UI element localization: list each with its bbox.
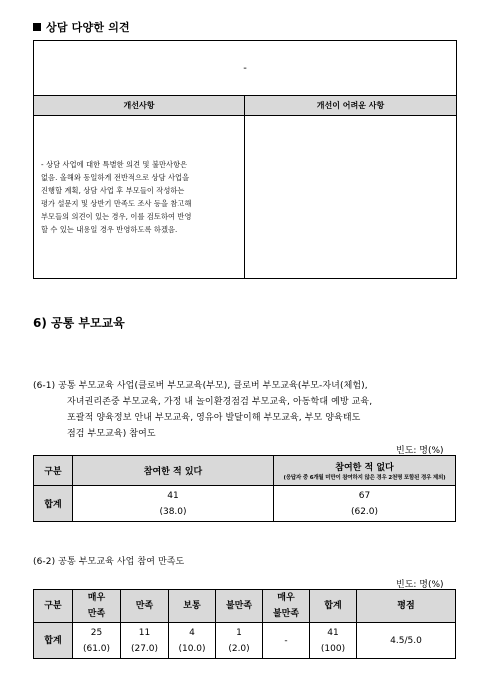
t1-participated-header: 참여한 적 있다 [73,456,274,486]
satisfaction-table [33,589,456,659]
improve-cell [34,116,245,279]
t2-satisfied-header: 만족 [121,590,169,623]
t1-gubun-header: 구분 [34,456,73,486]
t2-gubun-header: 구분 [34,590,73,623]
t2-unsatisfied-value: 1 (2.0) [216,623,263,659]
difficult-cell [245,116,457,279]
section-6-title: 6) 공통 부모교육 [33,316,125,330]
consult-opinion-table [33,40,457,279]
opinion-cell: - [34,41,457,96]
t2-total-value: 41 (100) [310,623,357,659]
t2-very-satisfied-value: 25 (61.0) [73,623,121,659]
t2-normal-header: 보통 [169,590,216,623]
question-6-2: (6-2) 공통 부모교육 사업 참여 만족도 [33,557,185,567]
t2-average-header: 평점 [357,590,456,623]
t2-very-satisfied-header: 매우 만족 [73,590,121,623]
t2-average-value: 4.5/5.0 [357,623,456,659]
freq-label-6-2: 빈도: 명(%) [396,580,444,590]
t2-normal-value: 4 (10.0) [169,623,216,659]
square-bullet-icon [33,23,41,31]
consult-section-title: 상담 다양한 의견 [33,19,130,35]
question-6-1: (6-1) 공통 부모교육 사업(클로버 부모교육(부모), 클로버 부모교육(부모-자녀(체험), 자녀권리존중 부모교육, 가정 내 놀이환경점검 부모교육, 아동학대 예방 교육, 포괄적 양육정보 안내 부모교육, 영유아 발달이해 부모교육, 부모 양육태도 점검 부모교육) 참여도 [33,381,373,439]
t1-not-participated-value: 67 (62.0) [274,486,456,522]
t1-total-label: 합계 [34,486,73,522]
difficult-header: 개선이 어려운 사항 [245,96,457,116]
t2-satisfied-value: 11 (27.0) [121,623,169,659]
t2-total-label: 합계 [34,623,73,659]
t2-total-header: 합계 [310,590,357,623]
t2-very-unsatisfied-value: - [263,623,310,659]
improve-text: - 상담 사업에 대한 특별한 의견 및 불만사항은 없음. 올해와 동일하게 전반적으로 상담 사업을 진행할 계획, 상담 사업 후 부모들이 작성하는 평가 설문지 및 상반기 만족도 조사 등을 참고해 부모들의 의견이 있는 경우, 이를 검토하여 반영 할 수 있는 내용일 경우 반영하도록 하겠음. [41,160,192,234]
t2-unsatisfied-header: 불만족 [216,590,263,623]
t1-not-participated-header: 참여한 적 없다 (응답자 중 6개월 미만이 참여하지 않은 경우 2천명 포함된 경우 제외) [274,456,456,486]
participation-table [33,455,456,522]
t2-very-unsatisfied-header: 매우 불만족 [263,590,310,623]
improve-header: 개선사항 [34,96,245,116]
freq-label-6-1: 빈도: 명(%) [396,446,444,456]
t1-participated-value: 41 (38.0) [73,486,274,522]
